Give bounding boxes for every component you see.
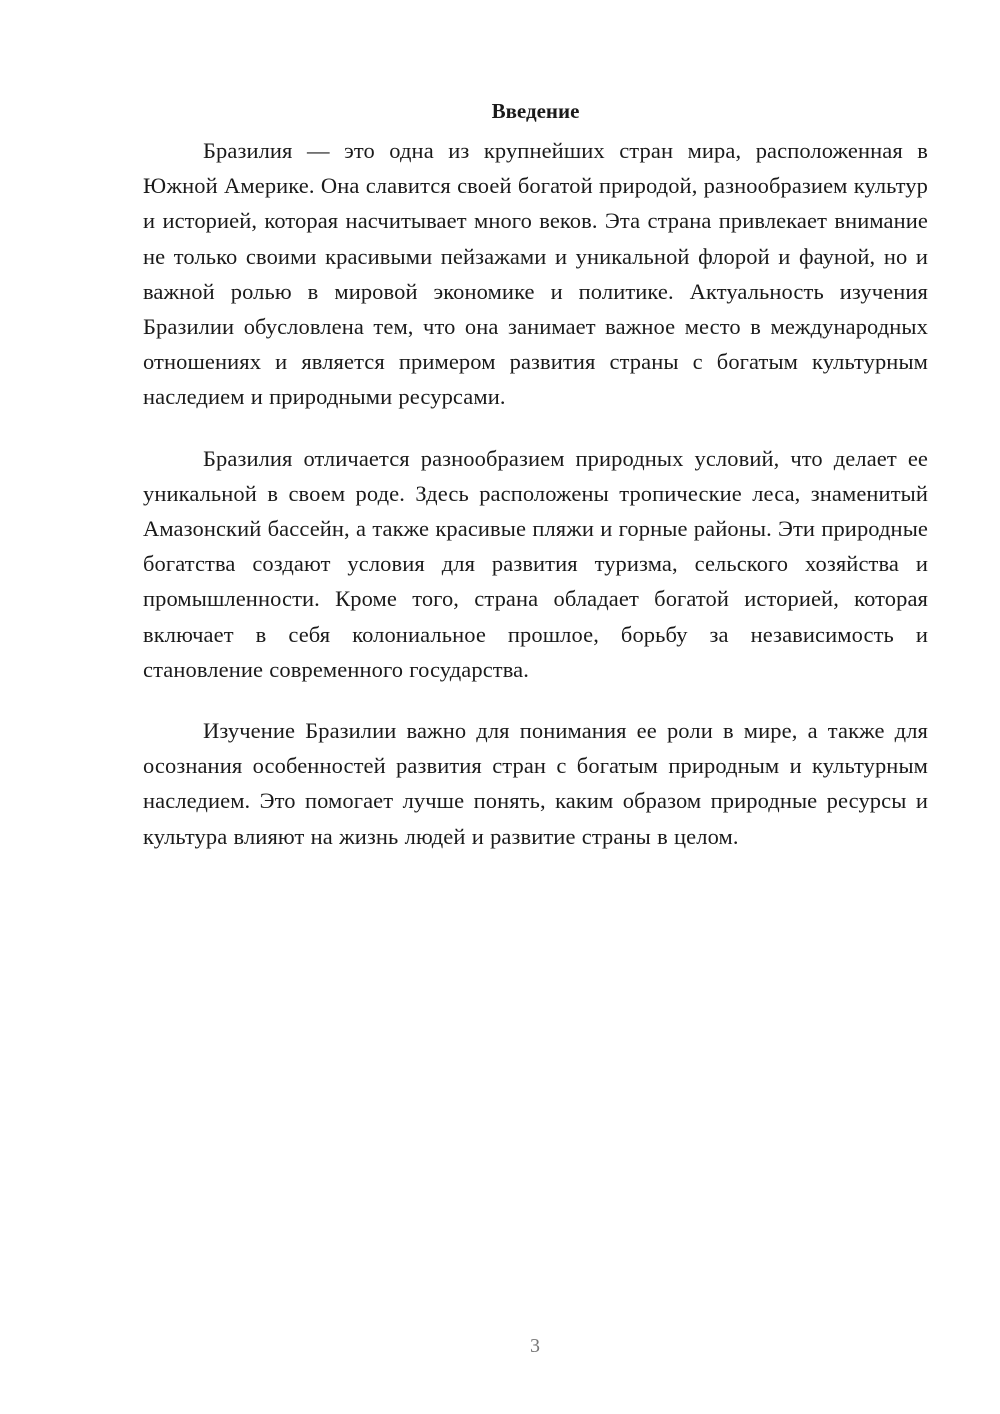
paragraph-2: Бразилия отличается разнообразием природных условий, что делает ее уникальной в своем роде. Здесь расположены тропические леса, знаменитый Амазонский бассейн, а также красивые пляжи и горные районы. Эти природные богатства создают условия для развития туризма, сельского хозяйства и промышленности. Кроме того, страна обладает богатой историей, которая включает в себя колониальное прошлое, борьбу за независимость и становление современного государства. [143, 445, 928, 682]
section-title: Введение [491, 99, 580, 123]
page-content [143, 95, 928, 880]
paragraph-3: Изучение Бразилии важно для понимания ее роли в мире, а также для осознания особенностей развития стран с богатым природным и культурным наследием. Это помогает лучше понять, каким образом природные ресурсы и культура влияют на жизнь людей и развитие страны в целом. [143, 718, 928, 849]
page-number: 3 [530, 1335, 540, 1357]
paragraph-1: Бразилия — это одна из крупнейших стран мира, расположенная в Южной Америке. Она славится своей богатой природой, разнообразием культур и историей, которая насчитывает много веков. Эта страна привлекает внимание не только своими красивыми пейзажами и уникальной флорой и фауной, но и важной ролью в мировой экономике и политике. Актуальность изучения Бразилии обусловлена тем, что она занимает важное место в международных отношениях и является примером развития страны с богатым культурным наследием и природными ресурсами. [143, 138, 928, 410]
